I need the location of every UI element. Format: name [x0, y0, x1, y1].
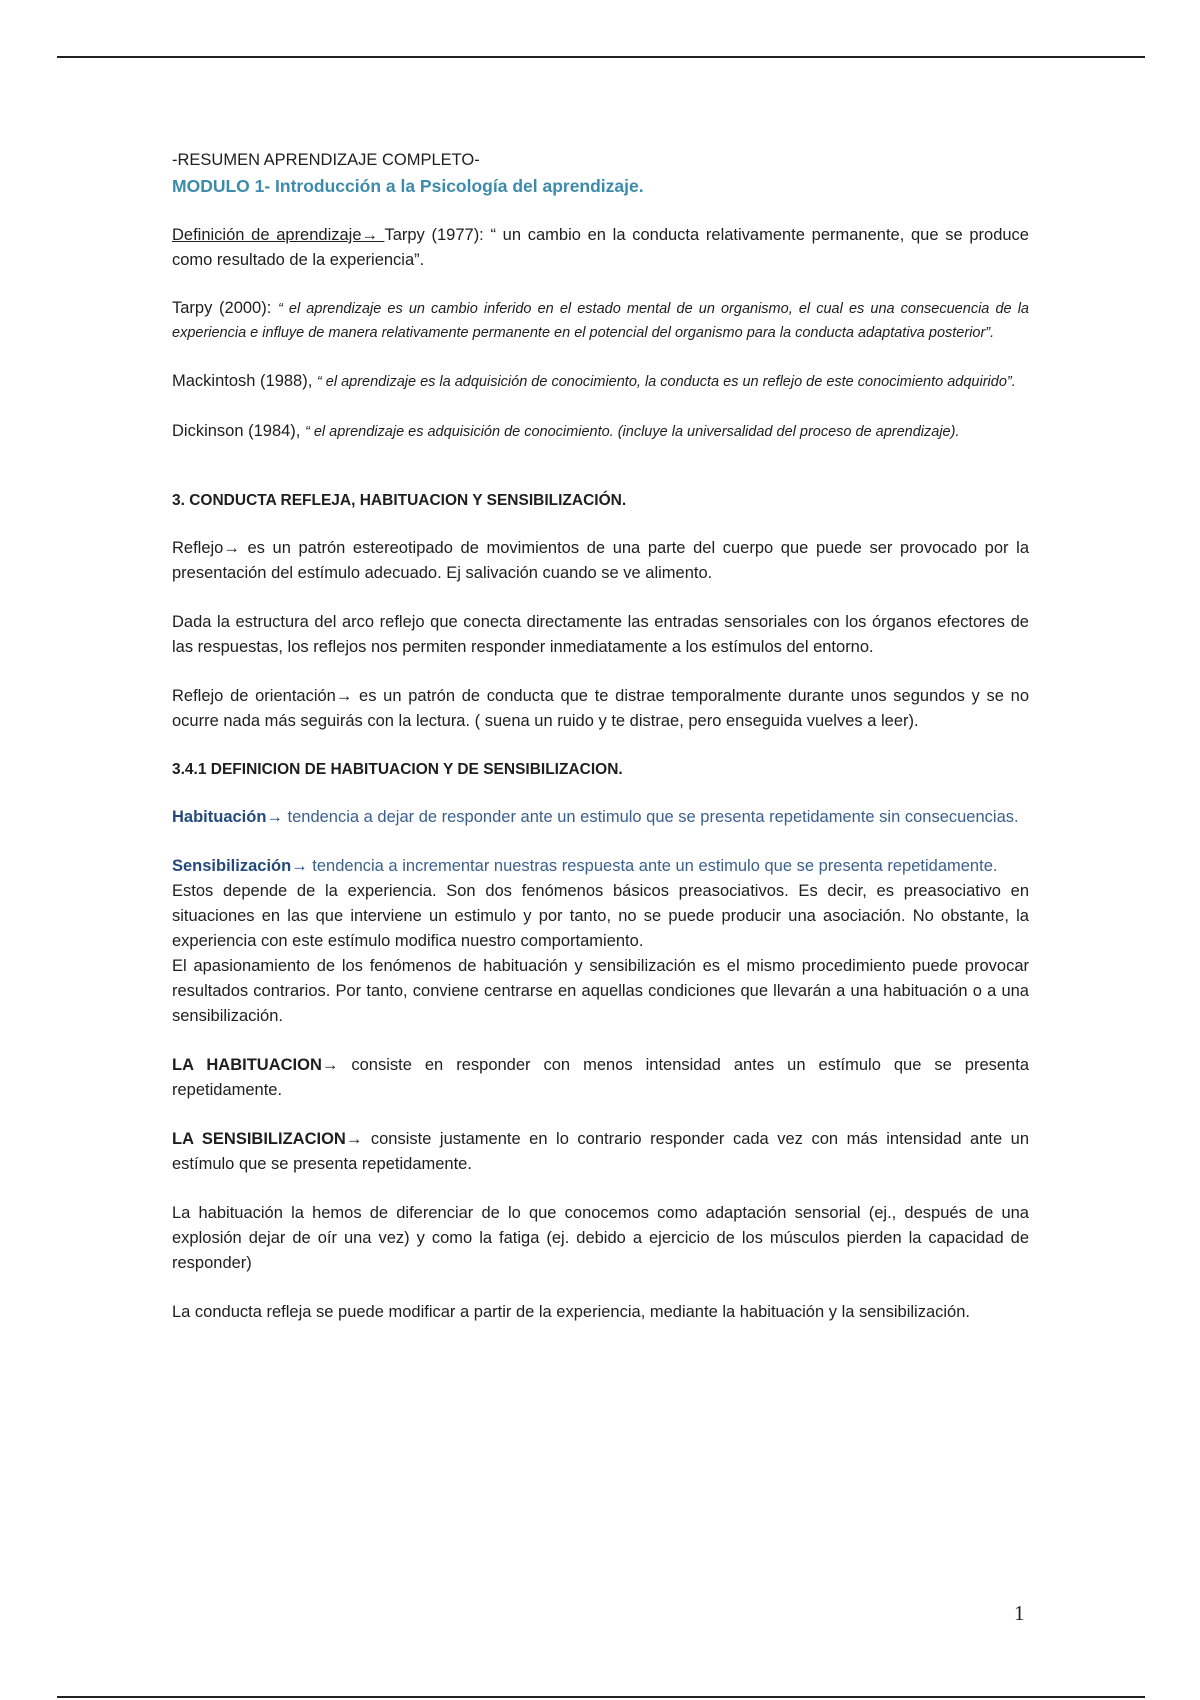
- arco-reflejo-paragraph: Dada la estructura del arco reflejo que conecta directamente las entradas sensoriales con los órganos efectores de las respuestas, los reflejos nos permiten responder inmediatamente a los estímulos del entorno.: [172, 613, 1029, 656]
- la-sensibilizacion-paragraph: [172, 1127, 1029, 1177]
- habituacion-text: tendencia a dejar de responder ante un estimulo que se presenta repetidamente sin consecuencias.: [282, 808, 1019, 826]
- tarpy-2000-quote: “ el aprendizaje es un cambio inferido en el estado mental de un organismo, el cual es una consecuencia de la experiencia e influye de manera relativamente permanente en el potencial del organismo para la conducta adaptativa posterior”.: [172, 301, 1029, 341]
- la-habituacion-text: consiste en responder con menos intensidad antes un estímulo que se presenta repetidamente.: [172, 1056, 1029, 1099]
- reflejo-paragraph: Reflejo→ es un patrón estereotipado de movimientos de una parte del cuerpo que puede ser provocado por la presentación del estímulo adecuado. Ej salivación cuando se ve alimento.: [172, 539, 1029, 582]
- dickinson-lead: Dickinson (1984),: [172, 422, 305, 440]
- mackintosh-quote: “ el aprendizaje es la adquisición de conocimiento, la conducta es un reflejo de este conocimiento adquirido”.: [316, 374, 1016, 390]
- definition-label: Definición de aprendizaje→: [172, 226, 385, 244]
- conclusion-paragraph: La conducta refleja se puede modificar a partir de la experiencia, mediante la habituación y la sensibilización.: [172, 1303, 970, 1321]
- section-3-4-1-heading: 3.4.1 DEFINICION DE HABITUACION Y DE SENSIBILIZACION.: [172, 761, 623, 778]
- la-sensibilizacion-text: consiste justamente en lo contrario responder cada vez con más intensidad ante un estímulo que se presenta repetidamente.: [172, 1130, 1030, 1173]
- preasociativos-paragraph: Estos depende de la experiencia. Son dos fenómenos básicos preasociativos. Es decir, es preasociativo en situaciones en las que interviene un estimulo y por tanto, no se puede producir una asociación. No obstante, la experiencia con este estímulo modifica nuestro comportamiento.: [172, 882, 1029, 950]
- la-habituacion-paragraph: [172, 1053, 1029, 1103]
- apasionamiento-paragraph: El apasionamiento de los fenómenos de habituación y sensibilización es el mismo procedimiento puede provocar resultados contrarios. Por tanto, conviene centrarse en aquellas condiciones que llevarán a una habituación o a una sensibilización.: [172, 957, 1029, 1025]
- mackintosh-lead: Mackintosh (1988),: [172, 372, 317, 390]
- sensibilizacion-text: tendencia a incrementar nuestras respuesta ante un estimulo que se presenta repetidamente.: [307, 857, 998, 875]
- diferenciar-paragraph: La habituación la hemos de diferenciar de lo que conocemos como adaptación sensorial (ej., después de una explosión dejar de oír una vez) y como la fatiga (ej. debido a ejercicio de los músculos pierden la capacidad de responder): [172, 1204, 1029, 1272]
- page-number: 1: [1014, 1601, 1025, 1625]
- habituacion-term: Habituación→: [172, 808, 283, 826]
- module-title: MODULO 1- Introducción a la Psicología del aprendizaje.: [172, 176, 644, 196]
- reflejo-orientacion-paragraph: Reflejo de orientación→ es un patrón de conducta que te distrae temporalmente durante unos segundos y se no ocurre nada más seguirás con la lectura. ( suena un ruido y te distrae, pero enseguida vuelves a leer).: [172, 687, 1029, 730]
- sensibilizacion-definition: [172, 854, 1029, 879]
- document-body: [172, 148, 1029, 1325]
- definition-tarpy-2000: [172, 297, 1029, 345]
- la-habituacion-term: LA HABITUACION→: [172, 1056, 339, 1074]
- habituacion-definition: [172, 805, 1029, 830]
- sensibilizacion-term: Sensibilización→: [172, 857, 308, 875]
- definition-tarpy-1977: [172, 223, 1029, 273]
- definition-mackintosh: [172, 369, 1029, 395]
- definition-dickinson: [172, 419, 1029, 445]
- section-3-heading: 3. CONDUCTA REFLEJA, HABITUACION Y SENSIBILIZACIÓN.: [172, 492, 627, 509]
- header-rule: [57, 56, 1145, 58]
- tarpy-1977-text: Tarpy (1977): “ un cambio en la conducta relativamente permanente, que se produce como resultado de la experiencia”.: [172, 226, 1029, 269]
- tarpy-2000-lead: Tarpy (2000):: [172, 299, 278, 317]
- document-title: -RESUMEN APRENDIZAJE COMPLETO-: [172, 151, 480, 169]
- la-sensibilizacion-term: LA SENSIBILIZACION→: [172, 1130, 363, 1148]
- dickinson-quote: “ el aprendizaje es adquisición de conocimiento. (incluye la universalidad del proceso de aprendizaje).: [304, 424, 960, 440]
- footer-rule: [57, 1696, 1145, 1698]
